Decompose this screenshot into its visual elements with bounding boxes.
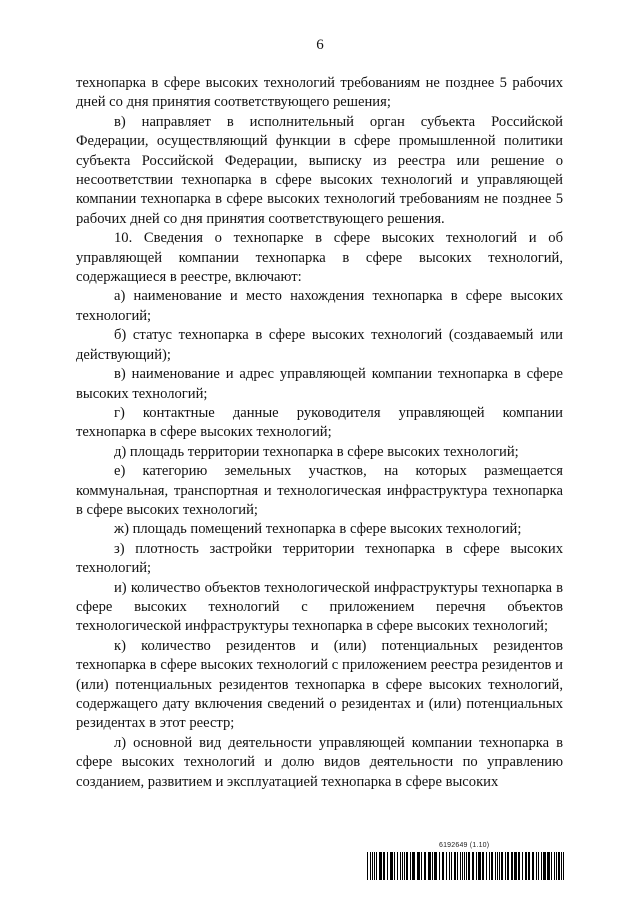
barcode-bar	[439, 852, 440, 880]
barcode-bar	[518, 852, 520, 880]
paragraph: в) наименование и адрес управляющей компании технопарка в сфере высоких технологий;	[76, 366, 563, 402]
barcode-bar	[410, 852, 411, 880]
barcode-bar	[468, 852, 470, 880]
barcode-bar	[543, 852, 546, 880]
barcode-bar	[402, 852, 403, 880]
barcode-bar	[466, 852, 467, 880]
paragraph: г) контактные данные руководителя управляющей компании технопарка в сфере высоких технологий;	[76, 404, 563, 441]
document-body	[76, 74, 563, 792]
barcode-bar	[497, 852, 498, 880]
barcode-bar	[428, 852, 431, 880]
barcode-bar	[390, 852, 393, 880]
barcode-bar	[404, 852, 405, 880]
barcode-bar	[412, 852, 415, 880]
barcode-bar	[554, 852, 555, 880]
barcode-bar	[563, 852, 564, 880]
paragraph: з) плотность застройки территории технопарка в сфере высоких технологий;	[76, 540, 563, 577]
barcode-bar	[424, 852, 426, 880]
barcode-bar	[454, 852, 456, 880]
barcode-bar	[376, 852, 377, 880]
barcode-bar	[505, 852, 506, 880]
barcode-bar	[495, 852, 496, 880]
barcode-bar	[397, 852, 398, 880]
barcode-code: 6192649 (1.10)	[439, 842, 490, 849]
barcode-bar	[528, 852, 530, 880]
barcode-bar	[541, 852, 542, 880]
barcode-bar	[383, 852, 385, 880]
barcode-bar	[478, 852, 481, 880]
paragraph: и) количество объектов технологической инфраструктуры технопарка в сфере высоких технологий с приложением перечня объектов технологической инфраструктуры технопарка в сфере высоких технологий;	[76, 579, 563, 635]
barcode-bar	[451, 852, 452, 880]
barcode-bar	[558, 852, 560, 880]
barcode-bar	[511, 852, 513, 880]
barcode-bar	[489, 852, 490, 880]
barcode-bar	[538, 852, 539, 880]
barcode-bar	[486, 852, 487, 880]
barcode-bar	[507, 852, 509, 880]
barcode-bar	[561, 852, 562, 880]
barcode-bar	[442, 852, 444, 880]
barcode-bar	[547, 852, 550, 880]
barcode-image	[367, 852, 566, 880]
barcode-bar	[387, 852, 388, 880]
barcode-bar	[472, 852, 474, 880]
paragraph: ж) площадь помещений технопарка в сфере высоких технологий;	[114, 521, 522, 538]
barcode-bar	[532, 852, 534, 880]
barcode-bar	[400, 852, 401, 880]
paragraph: л) основной вид деятельности управляющей компании технопарка в сфере высоких технологий и долю видов деятельности по управлению созданием, развитием и эксплуатацией технопарка в сфере высоких	[76, 734, 563, 790]
paragraph: к) количество резидентов и (или) потенциальных резидентов технопарка в сфере высоких технологий с приложением реестра резидентов и (или) потенциальных резидентов технопарка в сфере высоких технологий, содержащего дату включения сведений о резидентах и (или) потенциальных резидентах в этот реестр;	[76, 637, 563, 732]
paragraph: в) направляет в исполнительный орган субъекта Российской Федерации, осуществляющий функции в сфере промышленной политики субъекта Российской Федерации, выписку из реестра или решение о несоответствии технопарка в сфере высоких технологий и управляющей компании технопарка в сфере высоких технологий требованиям не позднее 5 рабочих дней со дня принятия соответствующего решения.	[76, 113, 563, 227]
paragraph: б) статус технопарка в сфере высоких технологий (создаваемый или действующий);	[76, 327, 563, 363]
barcode-bar	[432, 852, 433, 880]
barcode-bar	[491, 852, 493, 880]
barcode-bar	[522, 852, 523, 880]
paragraph: а) наименование и место нахождения технопарка в сфере высоких технологий;	[76, 288, 563, 324]
barcode-bar	[446, 852, 447, 880]
barcode-bar	[449, 852, 450, 880]
barcode-bar	[434, 852, 437, 880]
barcode-bar	[476, 852, 477, 880]
barcode-bar	[514, 852, 517, 880]
barcode-block	[367, 842, 566, 882]
barcode-bar	[367, 852, 368, 880]
barcode-bar	[370, 852, 371, 880]
paragraph: технопарка в сфере высоких технологий требованиям не позднее 5 рабочих дней со дня принятия соответствующего решения;	[76, 75, 563, 111]
barcode-bar	[501, 852, 503, 880]
paragraph: е) категорию земельных участков, на которых размещается коммунальная, транспортная и технологическая инфраструктура технопарка в сфере высоких технологий;	[76, 463, 563, 518]
barcode-bar	[374, 852, 375, 880]
barcode-bar	[457, 852, 458, 880]
barcode-bar	[482, 852, 484, 880]
paragraph: 10. Сведения о технопарке в сфере высоких технологий и об управляющей компании технопарка в сфере высоких технологий, содержащиеся в реестре, включают:	[76, 230, 563, 286]
barcode-bar	[556, 852, 557, 880]
barcode-bar	[551, 852, 552, 880]
barcode-bar	[460, 852, 461, 880]
paragraph: д) площадь территории технопарка в сфере высоких технологий;	[114, 443, 519, 460]
barcode-bar	[536, 852, 537, 880]
barcode-bar	[421, 852, 422, 880]
barcode-bar	[417, 852, 420, 880]
barcode-bar	[464, 852, 465, 880]
barcode-bar	[499, 852, 500, 880]
barcode-bar	[379, 852, 382, 880]
page-number: 6	[316, 37, 324, 53]
barcode-bar	[394, 852, 395, 880]
barcode-bar	[462, 852, 463, 880]
barcode-bar	[372, 852, 373, 880]
barcode-bar	[525, 852, 527, 880]
barcode-bar	[406, 852, 408, 880]
